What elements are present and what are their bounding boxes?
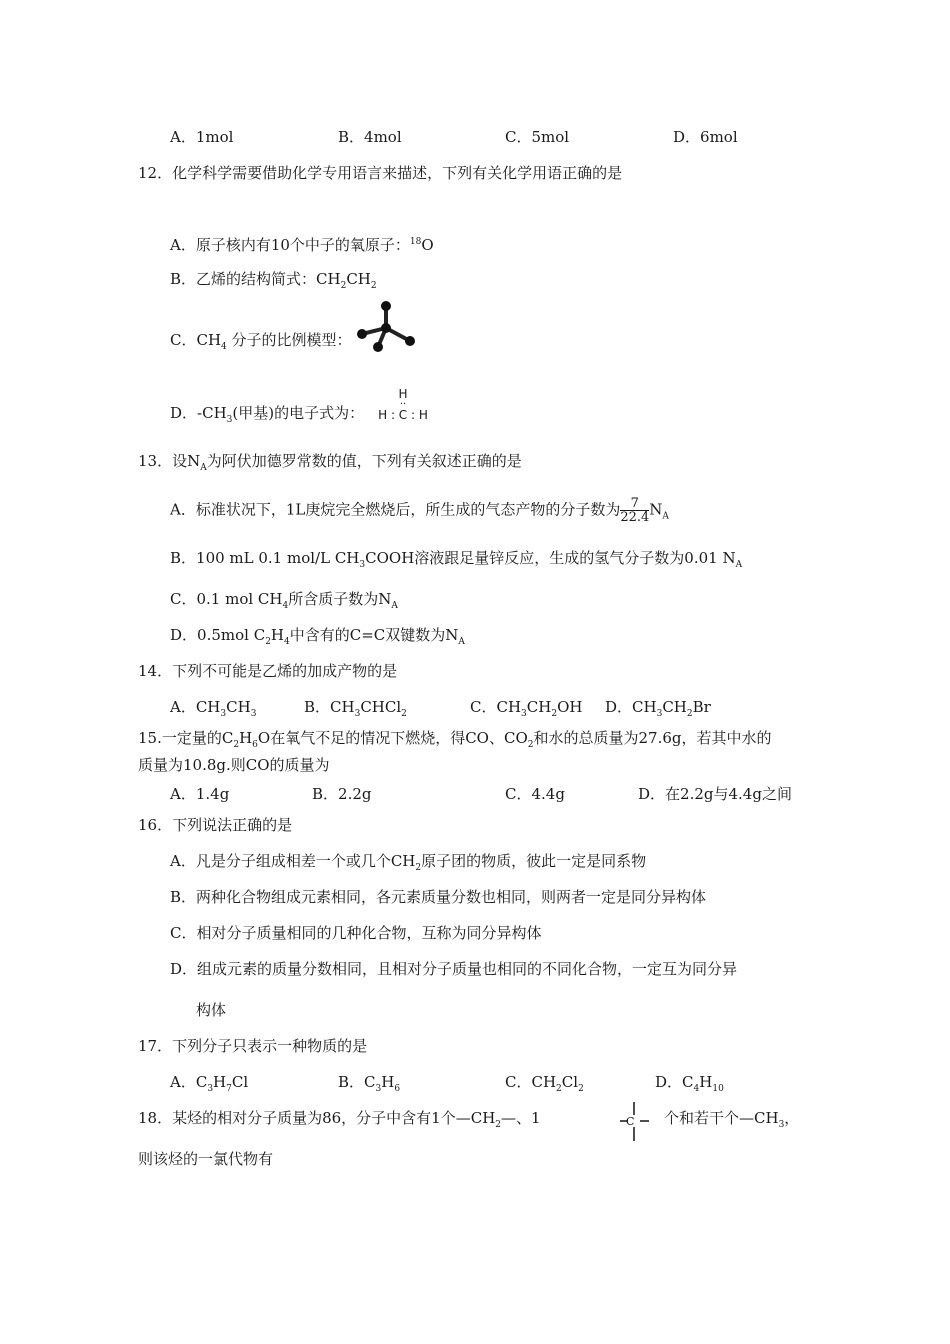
- q17-option-d: D．$C_4H_{10}$: [655, 1073, 724, 1094]
- q13-option-d: D．0.5mol $C_2H_4$中含有的C=C双键数为$N_A$: [170, 626, 465, 647]
- q17-option-c: C．$CH_2Cl_2$: [505, 1073, 584, 1094]
- q15-stem-line2: 质量为10.8g.则CO的质量为: [138, 756, 330, 774]
- carbon-label: C: [626, 1115, 635, 1128]
- q11-option-a: A．1mol: [170, 128, 234, 146]
- q17-option-b: B．$C_3H_6$: [338, 1073, 401, 1094]
- q16-option-c: C．相对分子质量相同的几种化合物，互称为同分异构体: [170, 924, 542, 942]
- q11-option-d: D．6mol: [673, 128, 738, 146]
- methyl-electron-formula: H ·· H : C : H: [378, 387, 428, 422]
- q15-option-d: D．在2.2g与4.4g之间: [638, 785, 792, 803]
- q11-option-c: C．5mol: [505, 128, 570, 146]
- q11-option-b: B．4mol: [338, 128, 402, 146]
- q15-option-b: B．2.2g: [312, 785, 372, 803]
- q14-option-c: C．$CH_3CH_2OH$: [470, 698, 583, 719]
- q16-option-a: A．凡是分子组成相差一个或几个$CH_2$原子团的物质，彼此一定是同系物: [170, 852, 647, 873]
- quaternary-carbon-structure-image: [618, 1098, 652, 1144]
- q14-option-d: D．$CH_3CH_2Br$: [605, 698, 711, 719]
- q13-option-c: C．0.1 mol $CH_4$所含质子数为$N_A$: [170, 590, 398, 611]
- q16-option-d: D．组成元素的质量分数相同，且相对分子质量也相同的不同化合物，一定互为同分异: [170, 960, 738, 978]
- q12-option-c: C．$CH_4$ 分子的比例模型：: [170, 331, 352, 352]
- q18-stem-line1-end: 个和若干个$—CH_3$，: [664, 1109, 800, 1130]
- q14-option-b: B．$CH_3CHCl_2$: [304, 698, 407, 719]
- q12-stem: 12．化学科学需要借助化学专用语言来描述，下列有关化学用语正确的是: [138, 164, 623, 182]
- q15-stem-line1: 15.一定量的$C_2H_6O$在氧气不足的情况下燃烧，得CO、$CO_2$和水的总质量为27.6g，若其中水的: [138, 729, 772, 750]
- q16-option-d-cont: 构体: [196, 1001, 227, 1019]
- q18-stem-line2: 则该烃的一氯代物有: [138, 1150, 274, 1168]
- q13-stem: 13．设$N_A$为阿伏加德罗常数的值，下列有关叙述正确的是: [138, 452, 522, 473]
- q18-stem-line1: 18．某烃的相对分子质量为86，分子中含有1个$—CH_2—$、1: [138, 1109, 541, 1130]
- q12-option-b: B．乙烯的结构简式：$CH_2CH_2$: [170, 270, 377, 291]
- q15-option-c: C．4.4g: [505, 785, 565, 803]
- q13-option-a: A．标准状况下，1L庚烷完全燃烧后，所生成的气态产物的分子数为 $\frac{7}{22.4}$ $N_A$: [170, 496, 669, 525]
- fraction: $\frac{7}{22.4}$: [620, 496, 650, 525]
- q12-option-a: A．原子核内有10个中子的氧原子：$^{18}$O: [170, 236, 434, 254]
- ch4-ball-model-image: [352, 298, 418, 356]
- q17-option-a: A．$C_3H_7Cl$: [170, 1073, 249, 1094]
- q12-option-d: D．$-CH_3$(甲基)的电子式为：: [170, 404, 365, 425]
- q16-stem: 16．下列说法正确的是: [138, 816, 293, 834]
- q16-option-b: B．两种化合物组成元素相同，各元素质量分数也相同，则两者一定是同分异构体: [170, 888, 707, 906]
- q17-stem: 17．下列分子只表示一种物质的是: [138, 1037, 368, 1055]
- q15-option-a: A．1.4g: [170, 785, 230, 803]
- q13-option-b: B．100 mL 0.1 mol/L $CH_3COOH$溶液跟足量锌反应，生成的氢气分子数为0.01 $N_A$: [170, 549, 743, 570]
- q14-stem: 14．下列不可能是乙烯的加成产物的是: [138, 662, 398, 680]
- q14-option-a: A．$CH_3CH_3$: [170, 698, 257, 719]
